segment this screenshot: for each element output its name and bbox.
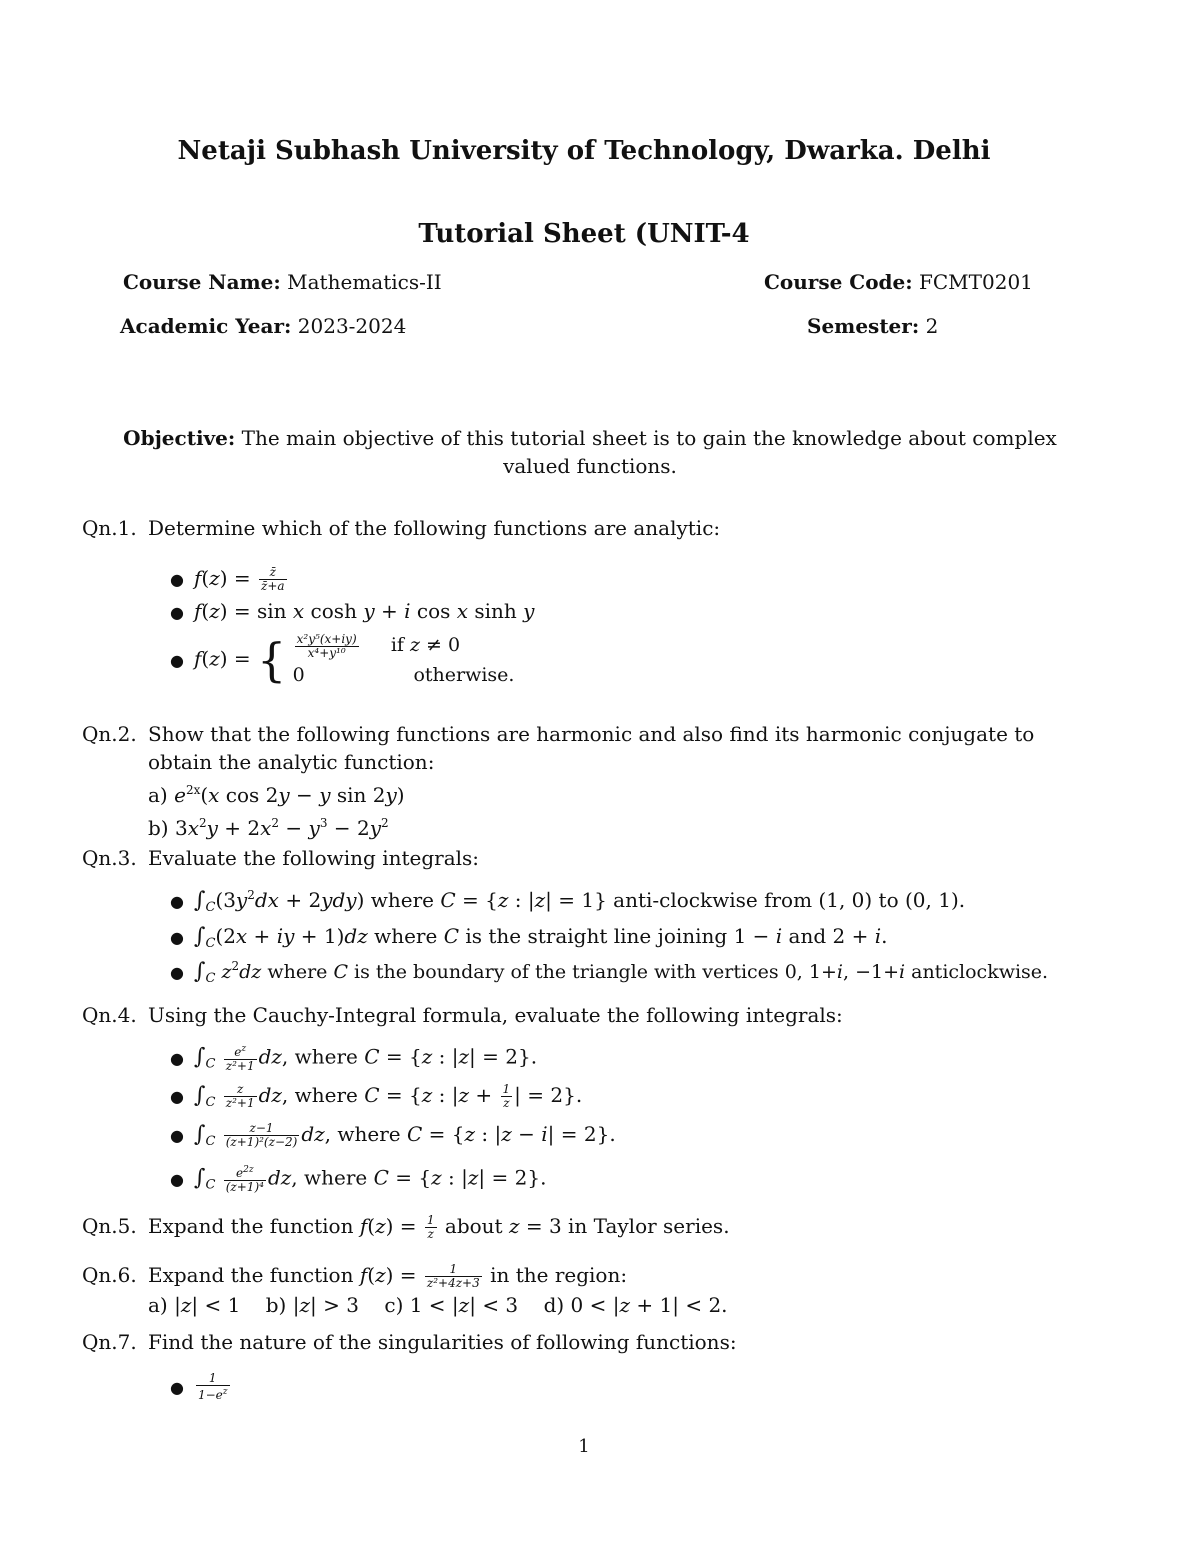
part-a: a) $e^{2x}(x$ cos 2y − y sin 2y) <box>148 783 405 807</box>
course-name-label: Course Name: <box>123 270 281 294</box>
course-name-value: Mathematics-II <box>287 270 442 294</box>
university-title: Netaji Subhash University of Technology, Dwarka. Delhi <box>177 136 991 166</box>
course-code <box>764 270 1033 294</box>
objective <box>90 424 1090 480</box>
question-text: Using the Cauchy-Integral formula, evaluate the following integrals: <box>148 1003 843 1027</box>
question-3 <box>82 846 479 870</box>
list-item: ● f(z) = { $\frac{\text{x²y⁵(x+iy)}}{\text{x⁴+y¹⁰}}$ if z ≠ 0 0 otherwise. <box>170 630 514 690</box>
list-item: ● f(z) = $\frac{z̄}{z̄+a}$ <box>170 565 285 593</box>
list-item: ● $\int_C$ $\frac{z-1}{\text{(z+1)²(z−2)}}$ dz, where C = {z : |z − i| = 2}. <box>170 1121 616 1149</box>
academic-year-label: Academic Year: <box>120 314 292 338</box>
objective-text: The main objective of this tutorial sheet is to gain the knowledge about complex valued functions. <box>241 426 1057 478</box>
academic-year-value: 2023-2024 <box>297 314 407 338</box>
question-4 <box>82 1003 843 1027</box>
semester-value: 2 <box>925 314 939 338</box>
question-number: Qn.4. <box>82 1003 137 1027</box>
list-item: ● $\int_C$ $\frac{z}{\text{z²+1}}$ dz, where C = {z : |z + $\frac{1}{z}$ | = 2}. <box>170 1082 583 1110</box>
question-5: Qn.5. Expand the function f(z) = $\frac{1}{z}$ about z = 3 in Taylor series. <box>82 1213 730 1241</box>
list-item: ● $\int_C$ $z^2dz$ where C is the boundary of the triangle with vertices 0, 1+i, −1+i anticlockwise. <box>170 959 1049 986</box>
question-text: Show that the following functions are harmonic and also find its harmonic conjugate to obtain the analytic function: <box>148 722 1035 774</box>
list-item: ● f(z) = sin x cosh y + i cos x sinh y <box>170 599 535 623</box>
question-number: Qn.2. <box>82 722 137 746</box>
academic-year <box>120 314 406 338</box>
question-number: Qn.6. <box>82 1263 137 1287</box>
question-text: Find the nature of the singularities of following functions: <box>148 1330 737 1354</box>
course-name <box>123 270 442 294</box>
page-number: 1 <box>578 1436 590 1457</box>
fraction: $\frac{z̄}{z̄+a}$ <box>261 565 285 593</box>
objective-label: Objective: <box>123 426 236 450</box>
list-item: ● $\int_C(3y^2dx + 2ydy)$ where C = {z : |z| = 1} anti-clockwise from (1, 0) to (0, 1). <box>170 888 966 915</box>
question-number: Qn.7. <box>82 1330 137 1354</box>
list-item: ● $\int_C$ $\frac{e^{2z}}{\text{(z+1)⁴}}$ dz, where C = {z : |z| = 2}. <box>170 1165 547 1194</box>
sheet-title: Tutorial Sheet (UNIT-4 <box>418 219 750 249</box>
question-2 <box>82 720 1082 842</box>
semester <box>807 314 938 338</box>
question-number: Qn.5. <box>82 1214 137 1238</box>
question-1 <box>82 516 720 540</box>
question-number: Qn.1. <box>82 516 137 540</box>
course-code-value: FCMT0201 <box>919 270 1033 294</box>
region-parts: a) |z| < 1 b) |z| > 3 c) 1 < |z| < 3 d) 0 < |z + 1| < 2. <box>148 1293 728 1317</box>
question-6: Qn.6. Expand the function f(z) = $\frac{1}{\text{z²+4z+3}}$ in the region: a) |z| < 1 b) |z| > 3 c) 1 < |z| < 3 d) 0 < |z + 1| < 2. <box>82 1260 728 1320</box>
question-7 <box>82 1330 737 1354</box>
list-item: ● $\int_C$ $\frac{e^z}{\text{z²+1}}$ dz, where C = {z : |z| = 2}. <box>170 1044 538 1073</box>
semester-label: Semester: <box>807 314 920 338</box>
question-text: Determine which of the following functions are analytic: <box>148 516 721 540</box>
piecewise: $\frac{\text{x²y⁵(x+iy)}}{\text{x⁴+y¹⁰}}$ if z ≠ 0 0 otherwise. <box>292 631 515 686</box>
question-text: Evaluate the following integrals: <box>148 846 480 870</box>
question-number: Qn.3. <box>82 846 137 870</box>
brace: { <box>257 633 287 687</box>
course-code-label: Course Code: <box>764 270 913 294</box>
list-item: ● $\int_C(2x$ + iy + 1)dz where C is the straight line joining 1 − i and 2 + i. <box>170 924 888 951</box>
list-item: ● $\frac{1}{1-e^z}$ <box>170 1371 228 1402</box>
part-b: b) $3x^2y + 2x^2 - y^3 - 2y^2$ <box>148 816 389 840</box>
